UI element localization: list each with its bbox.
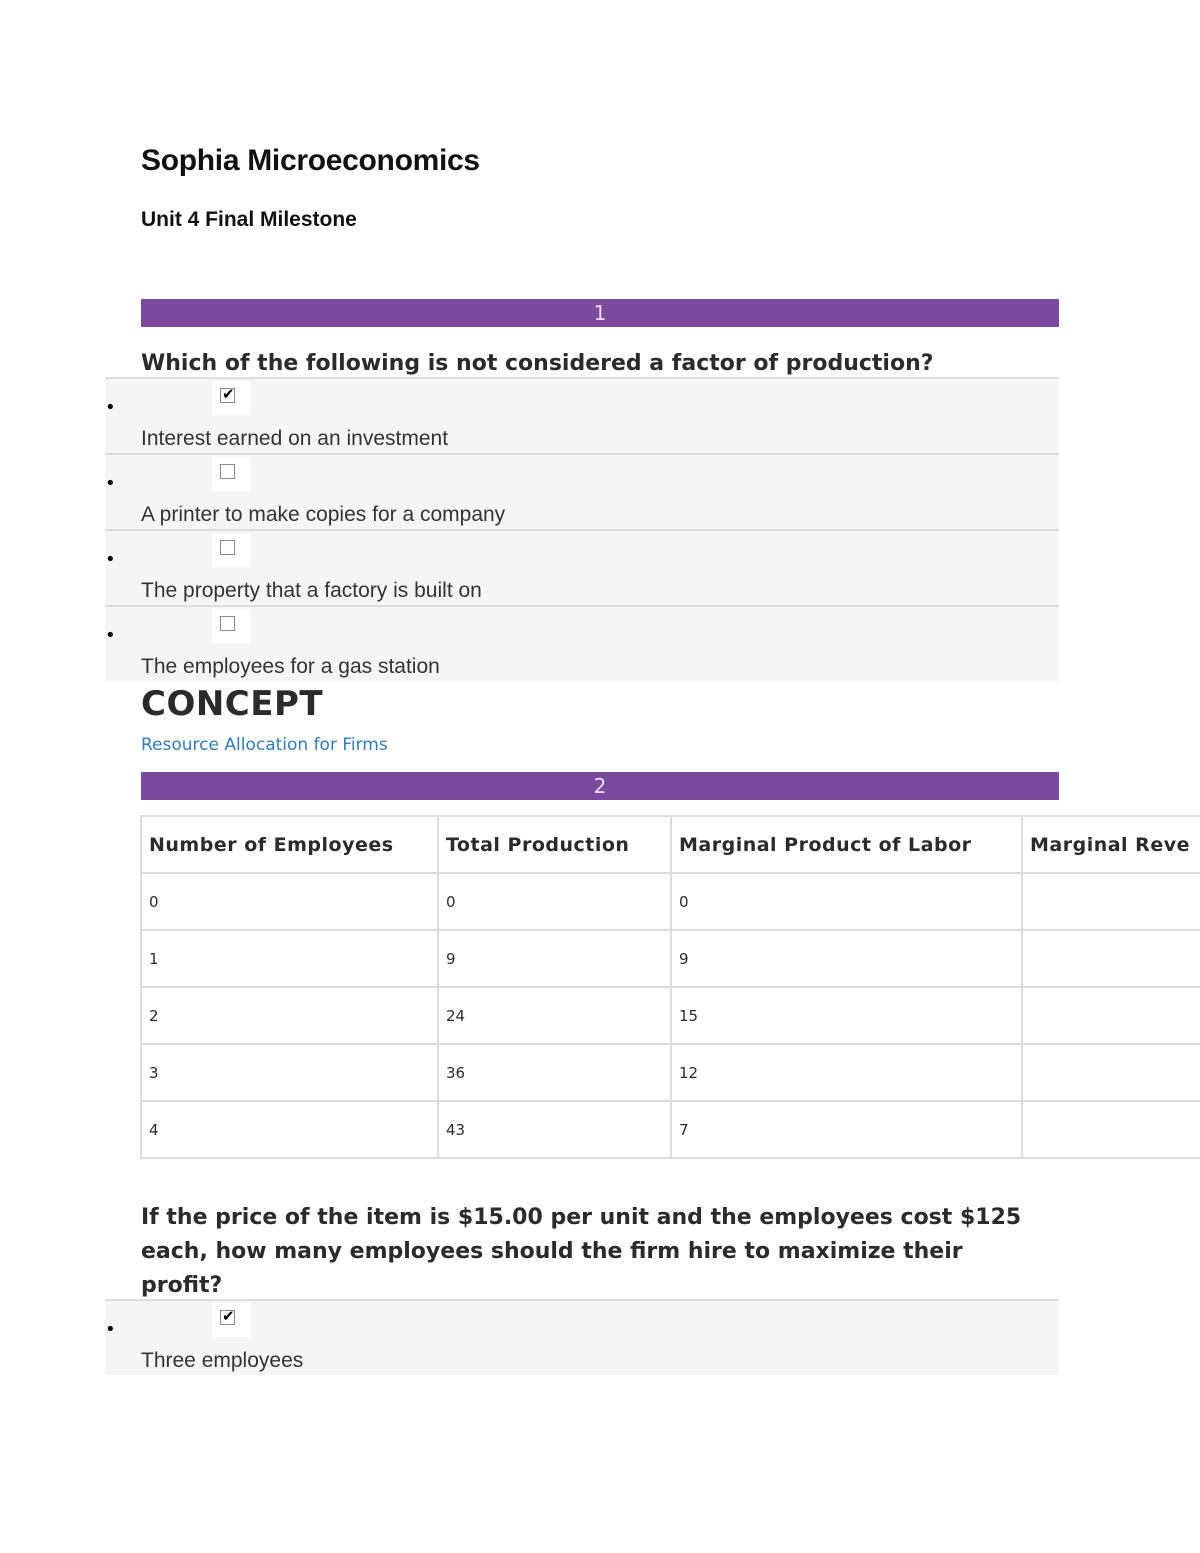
- table-cell: 9: [671, 930, 1022, 987]
- table-row: [141, 873, 1200, 930]
- question-number-bar: 2: [141, 772, 1059, 800]
- answer-option[interactable]: [105, 377, 1059, 453]
- column-header: Marginal Reve: [1022, 816, 1200, 873]
- table-cell: 24: [438, 987, 671, 1044]
- table-cell: [1022, 987, 1200, 1044]
- table-cell: 1: [141, 930, 438, 987]
- checkbox-cell: [212, 609, 250, 643]
- table-cell: 0: [438, 873, 671, 930]
- table-cell: [1022, 1101, 1200, 1158]
- document-title: Sophia Microeconomics: [141, 144, 480, 177]
- table-cell: 12: [671, 1044, 1022, 1101]
- check-mark-icon: ✔: [222, 385, 235, 403]
- table-cell: [1022, 873, 1200, 930]
- table-cell: 4: [141, 1101, 438, 1158]
- checkbox-cell: [212, 533, 250, 567]
- question-text: Which of the following is not considered a factor of production?: [141, 351, 934, 376]
- document-subtitle: Unit 4 Final Milestone: [141, 208, 357, 231]
- table-cell: 3: [141, 1044, 438, 1101]
- table-cell: 0: [671, 873, 1022, 930]
- question-text: If the price of the item is $15.00 per unit and the employees cost $125 each, how many employees should the firm hire to maximize their profit?: [141, 1205, 1022, 1298]
- answer-option[interactable]: [105, 605, 1059, 681]
- answer-option-label: Interest earned on an investment: [141, 427, 449, 450]
- answer-checkbox[interactable]: [220, 1307, 235, 1325]
- bullet-icon: •: [105, 549, 116, 570]
- column-header: Number of Employees: [141, 816, 438, 873]
- table-header-row: [141, 816, 1200, 873]
- table-cell: 9: [438, 930, 671, 987]
- answer-option-label: The employees for a gas station: [141, 655, 440, 678]
- check-mark-icon: ✔: [222, 1307, 235, 1325]
- answer-checkbox[interactable]: [220, 464, 235, 479]
- checkbox-cell: [212, 381, 250, 415]
- answer-option-label: A printer to make copies for a company: [141, 503, 506, 526]
- column-header: Total Production: [438, 816, 671, 873]
- table-cell: 0: [141, 873, 438, 930]
- answer-checkbox[interactable]: [220, 540, 235, 555]
- bullet-icon: •: [105, 1319, 116, 1340]
- table-row: [141, 930, 1200, 987]
- bullet-icon: •: [105, 625, 116, 646]
- table-row: [141, 1101, 1200, 1158]
- table-cell: [1022, 930, 1200, 987]
- table-cell: 15: [671, 987, 1022, 1044]
- checkbox-cell: [212, 1303, 250, 1337]
- answer-option[interactable]: [105, 1299, 1059, 1375]
- question-number-bar: 1: [141, 299, 1059, 327]
- answer-option[interactable]: [105, 529, 1059, 605]
- table-row: [141, 1044, 1200, 1101]
- answer-checkbox[interactable]: [220, 385, 235, 403]
- data-table: [140, 815, 1200, 1159]
- checkbox-cell: [212, 457, 250, 491]
- concept-link[interactable]: Resource Allocation for Firms: [141, 735, 388, 755]
- table-cell: 36: [438, 1044, 671, 1101]
- bullet-icon: •: [105, 397, 116, 418]
- table-cell: [1022, 1044, 1200, 1101]
- answer-option-label: The property that a factory is built on: [141, 579, 482, 602]
- bullet-icon: •: [105, 473, 116, 494]
- concept-heading: CONCEPT: [141, 684, 324, 724]
- table-cell: 2: [141, 987, 438, 1044]
- column-header: Marginal Product of Labor: [671, 816, 1022, 873]
- table-cell: 43: [438, 1101, 671, 1158]
- table-cell: 7: [671, 1101, 1022, 1158]
- table-row: [141, 987, 1200, 1044]
- answer-option-label: Three employees: [141, 1349, 304, 1372]
- answer-option[interactable]: [105, 453, 1059, 529]
- answer-checkbox[interactable]: [220, 616, 235, 631]
